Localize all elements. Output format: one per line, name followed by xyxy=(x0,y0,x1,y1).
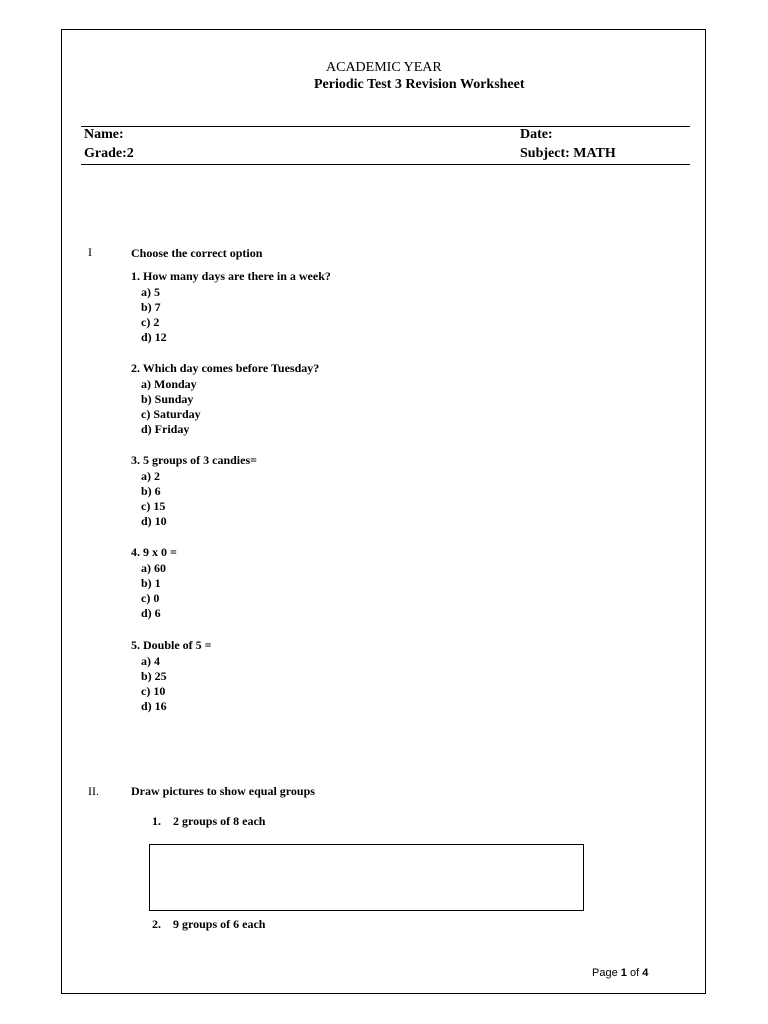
question-1-option[interactable]: c) 2 xyxy=(141,315,160,330)
section-2-numeral: II. xyxy=(88,784,99,798)
question-3-option[interactable]: d) 10 xyxy=(141,514,167,529)
question-3-text: 3. 5 groups of 3 candies= xyxy=(131,453,257,467)
grade-label: Grade:2 xyxy=(84,146,134,161)
page-number xyxy=(592,967,648,979)
question-4-option[interactable]: b) 1 xyxy=(141,575,161,590)
question-1-option[interactable]: b) 7 xyxy=(141,299,161,314)
question-4-option[interactable]: c) 0 xyxy=(141,591,160,606)
question-4-text: 4. 9 x 0 = xyxy=(131,545,177,559)
page-current: 1 xyxy=(620,967,627,979)
draw-item-2-text: 9 groups of 6 each xyxy=(173,917,266,931)
page-prefix: Page xyxy=(592,967,618,979)
question-4-option[interactable]: a) 60 xyxy=(141,560,166,575)
header-bottom-rule xyxy=(81,164,690,165)
draw-item-1-text: 2 groups of 8 each xyxy=(173,814,266,828)
worksheet-subtitle: Periodic Test 3 Revision Worksheet xyxy=(314,77,525,92)
question-2-option[interactable]: c) Saturday xyxy=(141,407,201,422)
question-1-text: 1. How many days are there in a week? xyxy=(131,269,331,283)
question-5-option[interactable]: b) 25 xyxy=(141,668,167,683)
question-2-text: 2. Which day comes before Tuesday? xyxy=(131,361,320,375)
question-5-option[interactable]: d) 16 xyxy=(141,699,167,714)
page-total: 4 xyxy=(642,967,649,979)
question-3-option[interactable]: b) 6 xyxy=(141,483,161,498)
section-2-heading: Draw pictures to show equal groups xyxy=(131,784,315,798)
section-1-heading: Choose the correct option xyxy=(131,246,263,260)
draw-item-2-number: 2. xyxy=(152,917,161,931)
question-3-option[interactable]: a) 2 xyxy=(141,468,160,483)
academic-year-title: ACADEMIC YEAR xyxy=(326,60,442,75)
question-4-option[interactable]: d) 6 xyxy=(141,606,161,621)
question-1-option[interactable]: a) 5 xyxy=(141,284,160,299)
date-label: Date: xyxy=(520,127,553,142)
question-2-option[interactable]: a) Monday xyxy=(141,376,197,391)
question-3-option[interactable]: c) 15 xyxy=(141,499,166,514)
name-label: Name: xyxy=(84,127,124,142)
draw-item-1-number: 1. xyxy=(152,814,161,828)
question-2-option[interactable]: d) Friday xyxy=(141,422,190,437)
drawing-answer-box[interactable] xyxy=(149,844,584,911)
header-top-rule xyxy=(81,126,690,127)
subject-label: Subject: MATH xyxy=(520,146,616,161)
question-5-text: 5. Double of 5 = xyxy=(131,638,212,652)
question-5-option[interactable]: a) 4 xyxy=(141,653,160,668)
section-1-numeral: I xyxy=(88,245,92,259)
question-1-option[interactable]: d) 12 xyxy=(141,330,167,345)
page-of: of xyxy=(629,967,640,979)
question-2-option[interactable]: b) Sunday xyxy=(141,391,194,406)
question-5-option[interactable]: c) 10 xyxy=(141,684,166,699)
